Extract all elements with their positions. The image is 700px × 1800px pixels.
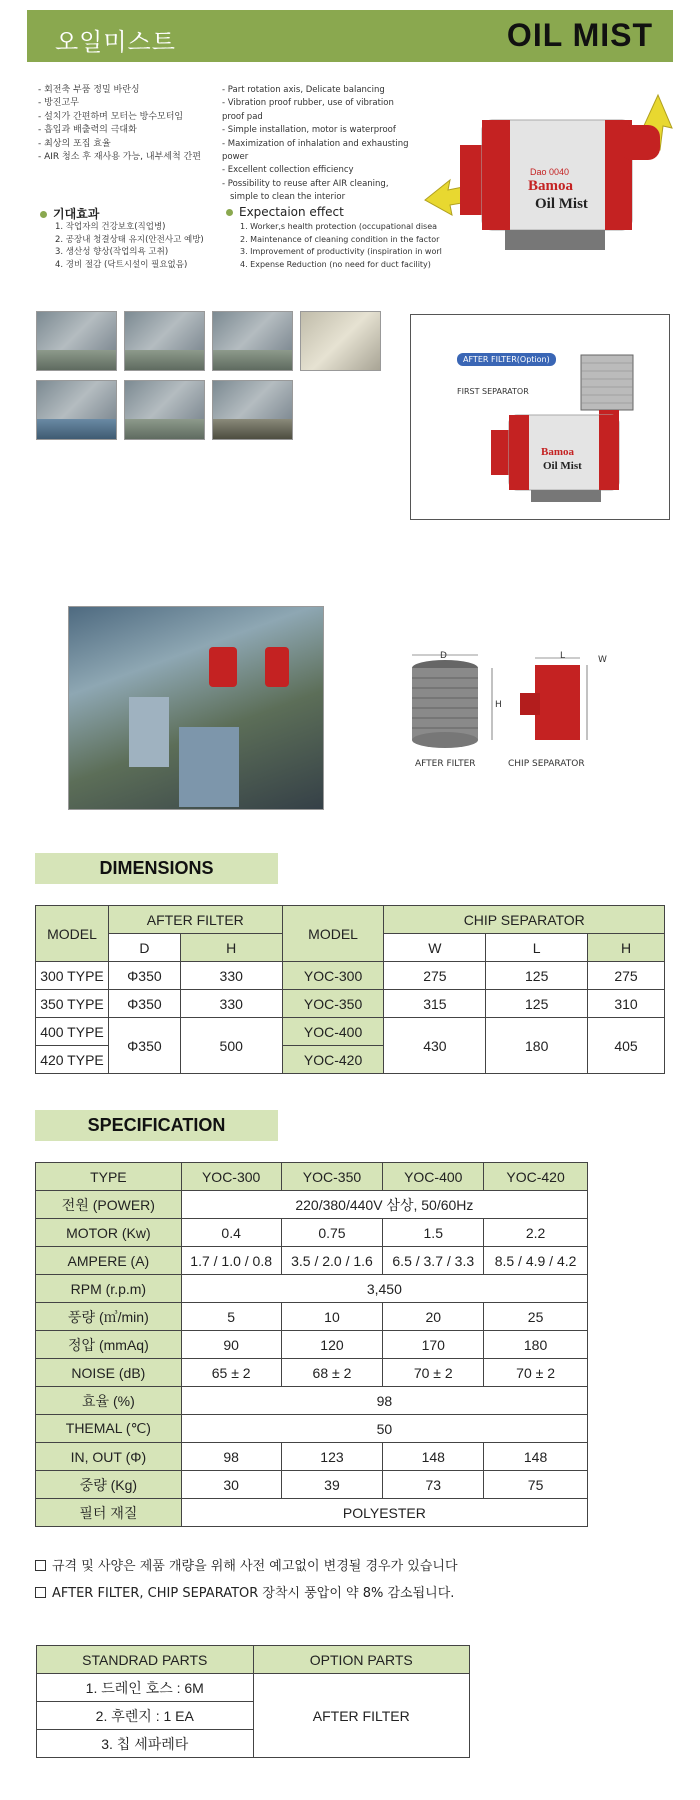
checkbox-icon — [35, 1587, 46, 1598]
oil-mist-machine-image — [420, 90, 680, 265]
feature-item: - 방진고무 — [38, 98, 79, 109]
feature-item: - Simple installation, motor is waterproof — [222, 125, 396, 136]
table-cell: 125 — [486, 962, 588, 990]
effect-item: 1. Worker,s health protection (occupational disea — [240, 222, 438, 231]
chip-separator-image — [515, 655, 595, 755]
table-cell: 5 — [181, 1303, 281, 1331]
table-cell: 73 — [383, 1471, 484, 1499]
header-l: L — [486, 934, 588, 962]
table-cell: 330 — [180, 962, 282, 990]
features-korean — [38, 84, 201, 164]
svg-text:Oil Mist: Oil Mist — [535, 196, 588, 212]
table-cell: 25 — [484, 1303, 588, 1331]
effect-item: 3. Improvement of productivity (inspiration in worl — [240, 247, 442, 257]
effects-korean — [55, 221, 204, 271]
dim-h-label: H — [495, 700, 502, 710]
table-cell: 148 — [484, 1443, 588, 1471]
factory-photo — [124, 380, 205, 440]
after-filter-caption: AFTER FILTER — [415, 759, 476, 769]
table-cell: 350 TYPE — [36, 990, 109, 1018]
header-model: MODEL — [282, 906, 384, 962]
table-cell: 효율 (%) — [36, 1387, 182, 1415]
table-cell: 300 TYPE — [36, 962, 109, 990]
table-cell: 180 — [484, 1331, 588, 1359]
specification-table — [35, 1162, 588, 1527]
table-row — [36, 1331, 588, 1359]
table-row — [36, 1499, 588, 1527]
table-row — [36, 1415, 588, 1443]
feature-item: - 회전축 부품 정밀 바란싱 — [38, 85, 140, 95]
header-model: MODEL — [36, 906, 109, 962]
table-row — [36, 990, 665, 1018]
table-row — [36, 1359, 588, 1387]
effects-english — [240, 221, 442, 271]
bullet-icon — [226, 209, 233, 216]
feature-item: - 흡입과 배출력의 극대화 — [38, 125, 137, 136]
table-row — [36, 1443, 588, 1471]
dimensions-title: DIMENSIONS — [35, 853, 278, 884]
table-cell: 170 — [383, 1331, 484, 1359]
checkbox-icon — [35, 1560, 46, 1571]
table-cell: 전원 (POWER) — [36, 1191, 182, 1219]
table-cell: Φ350 — [108, 990, 180, 1018]
header-h: H — [180, 934, 282, 962]
header-yoc-300: YOC-300 — [181, 1163, 281, 1191]
feature-item: - Possibility to reuse after AIR cleaning, — [222, 178, 389, 189]
table-cell: 0.4 — [181, 1219, 281, 1247]
dim-d-label: D — [440, 651, 447, 661]
table-cell: 275 — [384, 962, 486, 990]
feature-item: - Part rotation axis, Delicate balancing — [222, 85, 385, 95]
table-cell: NOISE (dB) — [36, 1359, 182, 1387]
table-cell: AFTER FILTER — [253, 1674, 469, 1758]
specification-title: SPECIFICATION — [35, 1110, 278, 1141]
header-h: H — [588, 934, 665, 962]
table-cell: 275 — [588, 962, 665, 990]
effect-item: 2. Maintenance of cleaning condition in the factor — [240, 234, 440, 244]
header-d: D — [108, 934, 180, 962]
table-cell: 1. 드레인 호스 : 6M — [37, 1674, 254, 1702]
table-cell: 500 — [180, 1018, 282, 1074]
feature-item: - 설치가 간편하며 모터는 방수모터임 — [38, 111, 184, 122]
header-bar — [27, 10, 673, 62]
effect-item: 2. 공장내 청결상태 유지(안전사고 예방) — [55, 234, 204, 245]
table-cell: MOTOR (Kw) — [36, 1219, 182, 1247]
table-cell: 98 — [181, 1387, 587, 1415]
dimensions-table — [35, 905, 665, 1074]
table-cell: 315 — [384, 990, 486, 1018]
svg-text:Bamoa: Bamoa — [528, 178, 573, 194]
table-cell: YOC-420 — [282, 1046, 384, 1074]
effect-item: 3. 생산성 향상(작업의욕 고취) — [55, 247, 169, 258]
table-row — [36, 962, 665, 990]
installation-photo — [68, 606, 324, 810]
effects-heading-korean: 기대효과 — [40, 205, 99, 222]
factory-photo — [212, 311, 293, 371]
table-cell: 필터 재질 — [36, 1499, 182, 1527]
table-cell: 400 TYPE — [36, 1018, 109, 1046]
svg-text:Oil Mist: Oil Mist — [543, 460, 582, 472]
table-cell: 10 — [281, 1303, 383, 1331]
table-row — [36, 1275, 588, 1303]
parts-table — [36, 1645, 470, 1758]
table-cell: 1.5 — [383, 1219, 484, 1247]
note-item: AFTER FILTER, CHIP SEPARATOR 장착시 풍압이 약 8% 감소됩니다. — [35, 1582, 454, 1601]
table-cell: YOC-300 — [282, 962, 384, 990]
first-separator-label: FIRST SEPARATOR — [457, 387, 529, 396]
header-yoc-420: YOC-420 — [484, 1163, 588, 1191]
table-cell: 310 — [588, 990, 665, 1018]
table-cell: YOC-350 — [282, 990, 384, 1018]
svg-text:Dao 0040: Dao 0040 — [530, 167, 570, 177]
table-cell: 125 — [486, 990, 588, 1018]
feature-item: - AIR 청소 후 재사용 가능, 내부세척 간편 — [38, 152, 201, 163]
svg-text:Bamoa: Bamoa — [541, 446, 574, 458]
table-row — [36, 1471, 588, 1499]
header-chip-separator: CHIP SEPARATOR — [384, 906, 665, 934]
note-item: 규격 및 사양은 제품 개량을 위해 사전 예고없이 변경될 경우가 있습니다 — [35, 1555, 458, 1574]
table-cell: 220/380/440V 삼상, 50/60Hz — [181, 1191, 587, 1219]
table-row — [36, 1303, 588, 1331]
factory-photo — [36, 311, 117, 371]
after-filter-tag: AFTER FILTER(Option) — [457, 353, 556, 366]
table-cell: 2.2 — [484, 1219, 588, 1247]
table-cell: 123 — [281, 1443, 383, 1471]
table-cell: Φ350 — [108, 1018, 180, 1074]
header-w: W — [384, 934, 486, 962]
table-cell: YOC-400 — [282, 1018, 384, 1046]
title-korean: 오일미스트 — [55, 28, 176, 56]
effects-heading-english: Expectaion effect — [226, 205, 344, 219]
feature-item: - Vibration proof rubber, use of vibration proof pad — [222, 98, 394, 122]
table-cell: 120 — [281, 1331, 383, 1359]
table-cell: POLYESTER — [181, 1499, 587, 1527]
table-cell: RPM (r.p.m) — [36, 1275, 182, 1303]
table-cell: 1.7 / 1.0 / 0.8 — [181, 1247, 281, 1275]
table-cell: THEMAL (℃) — [36, 1415, 182, 1443]
dim-w-label: W — [598, 655, 607, 665]
feature-item: - Excellent collection efficiency — [222, 165, 354, 176]
factory-photo — [300, 311, 381, 371]
table-cell: 중량 (Kg) — [36, 1471, 182, 1499]
table-cell: 180 — [486, 1018, 588, 1074]
table-cell: 2. 후렌지 : 1 EA — [37, 1702, 254, 1730]
header-standard-parts: STANDRAD PARTS — [37, 1646, 254, 1674]
table-cell: 3,450 — [181, 1275, 587, 1303]
factory-photo — [124, 311, 205, 371]
header-yoc-350: YOC-350 — [281, 1163, 383, 1191]
table-cell: 405 — [588, 1018, 665, 1074]
table-cell: 70 ± 2 — [383, 1359, 484, 1387]
table-cell: 39 — [281, 1471, 383, 1499]
effect-item: 4. 경비 절감 (닥트시설이 필요없음) — [55, 259, 188, 270]
table-cell: 3.5 / 2.0 / 1.6 — [281, 1247, 383, 1275]
table-cell: 420 TYPE — [36, 1046, 109, 1074]
table-row — [36, 1387, 588, 1415]
table-cell: 8.5 / 4.9 / 4.2 — [484, 1247, 588, 1275]
table-cell: 정압 (mmAq) — [36, 1331, 182, 1359]
table-cell: IN, OUT (Φ) — [36, 1443, 182, 1471]
factory-photo — [212, 380, 293, 440]
table-cell: 풍량 (㎥/min) — [36, 1303, 182, 1331]
table-cell: 3. 칩 세파레타 — [37, 1730, 254, 1758]
table-cell: 68 ± 2 — [281, 1359, 383, 1387]
table-cell: 70 ± 2 — [484, 1359, 588, 1387]
feature-item: - 최상의 포집 효율 — [38, 138, 111, 149]
table-cell: 98 — [181, 1443, 281, 1471]
table-row — [37, 1674, 470, 1702]
table-cell: 6.5 / 3.7 / 3.3 — [383, 1247, 484, 1275]
table-row — [36, 1191, 588, 1219]
header-after-filter: AFTER FILTER — [108, 906, 282, 934]
bullet-icon — [40, 211, 47, 218]
chip-separator-caption: CHIP SEPARATOR — [508, 759, 585, 769]
table-cell: 30 — [181, 1471, 281, 1499]
filter-diagram — [410, 314, 670, 520]
effect-item: 4. Expense Reduction (no need for duct facility) — [240, 259, 431, 269]
title-english: OIL MIST — [506, 17, 653, 53]
table-cell: 75 — [484, 1471, 588, 1499]
table-row — [36, 1219, 588, 1247]
table-cell: 148 — [383, 1443, 484, 1471]
table-cell: 65 ± 2 — [181, 1359, 281, 1387]
table-row — [36, 1247, 588, 1275]
header-yoc-400: YOC-400 — [383, 1163, 484, 1191]
feature-item: - Maximization of inhalation and exhausting power — [222, 138, 409, 163]
table-cell: AMPERE (A) — [36, 1247, 182, 1275]
feature-item: simple to clean the interior — [230, 192, 346, 203]
table-cell: 330 — [180, 990, 282, 1018]
table-cell: 90 — [181, 1331, 281, 1359]
machine-with-filter-image — [481, 355, 671, 515]
header-type: TYPE — [36, 1163, 182, 1191]
table-cell: 50 — [181, 1415, 587, 1443]
table-cell: Φ350 — [108, 962, 180, 990]
factory-photo — [36, 380, 117, 440]
table-row — [36, 1018, 665, 1046]
table-cell: 0.75 — [281, 1219, 383, 1247]
features-english — [222, 84, 412, 205]
dim-l-label: L — [560, 651, 566, 661]
header-option-parts: OPTION PARTS — [253, 1646, 469, 1674]
effect-item: 1. 작업자의 건강보호(직업병) — [55, 222, 166, 232]
table-cell: 20 — [383, 1303, 484, 1331]
table-cell: 430 — [384, 1018, 486, 1074]
